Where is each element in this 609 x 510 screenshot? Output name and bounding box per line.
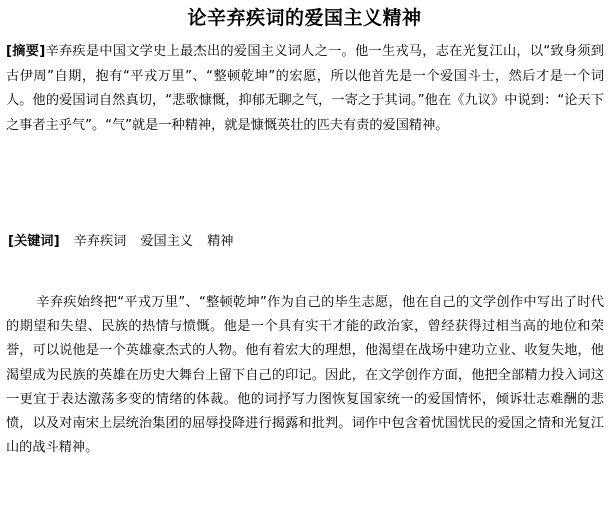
keyword-item: 辛弃疾词 xyxy=(73,234,127,249)
document-title: 论辛弃疾词的爱国主义精神 xyxy=(187,7,422,29)
abstract-label: [摘要] xyxy=(6,44,46,59)
abstract-paragraph xyxy=(6,40,604,138)
keyword-item: 爱国主义 xyxy=(140,234,194,249)
keywords-label: [关键词] xyxy=(8,234,60,249)
abstract-text: 辛弃疾是中国文学史上最杰出的爱国主义词人之一。他一生戎马，志在光复江山，以“致身须到古伊周”自期，抱有“平戎万里”、“整顿乾坤”的宏愿，所以他首先是一个爱国斗士，然后才是一个词人。他的爱国词自然真切，“悲歌慷慨，抑郁无聊之气，一寄之于其词。”他在《九议》中说到：“论天下之事者主乎气”。“气”就是一种精神，就是慷慨英壮的匹夫有责的爱国精神。 xyxy=(6,44,604,133)
body-paragraph: 辛弃疾始终把“平戎万里”、“整顿乾坤”作为自己的毕生志愿，他在自己的文学创作中写出了时代的期望和失望、民族的热情与愤慨。他是一个具有实干才能的政治家，曾经获得过相当高的地位和荣誉，可以说他是一个英雄豪杰式的人物。他有着宏大的理想，他渴望在战场中建功立业、收复失地，他渴望成为民族的英雄在历史大舞台上留下自己的印记。因此，在文学创作方面，他把全部精力投入词这一更宜于表达激荡多变的情绪的体裁。他的词抒写力图恢复国家统一的爱国情怀，倾诉壮志难酬的悲愤，以及对南宋上层统治集团的屈辱投降进行揭露和批判。词作中包含着忧国忧民的爱国之情和光复江山的战斗精神。 xyxy=(6,295,604,456)
keywords-line xyxy=(8,230,604,254)
keyword-item: 精神 xyxy=(207,234,234,249)
